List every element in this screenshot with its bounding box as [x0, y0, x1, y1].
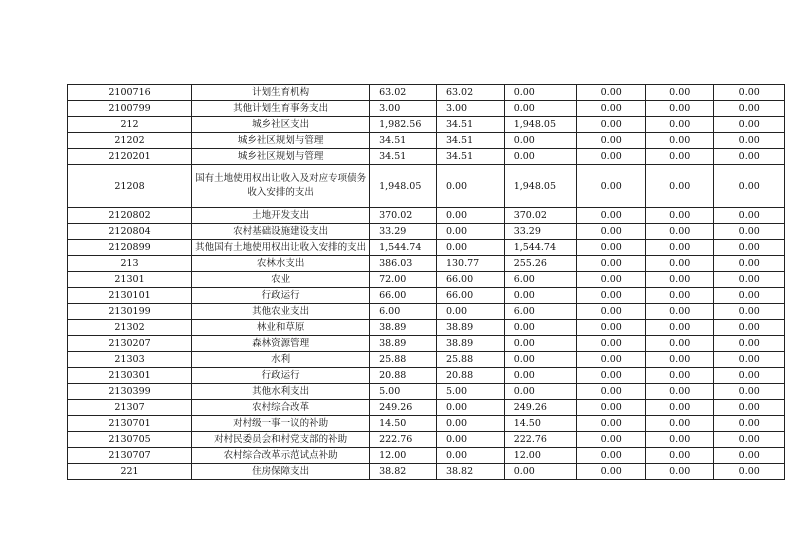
table-row [68, 288, 785, 304]
amount-cell: 0.00 [645, 101, 714, 117]
table-row [68, 368, 785, 384]
subject-name-cell: 计划生育机构 [192, 85, 370, 101]
subject-code-cell: 2100799 [68, 101, 192, 117]
amount-cell: 0.00 [577, 416, 646, 432]
amount-cell: 0.00 [577, 384, 646, 400]
subject-code-cell: 2130701 [68, 416, 192, 432]
amount-cell: 0.00 [577, 149, 646, 165]
amount-cell: 0.00 [645, 272, 714, 288]
amount-cell: 0.00 [714, 165, 785, 208]
project-expenditure-cell: 6.00 [504, 304, 577, 320]
table-row [68, 85, 785, 101]
subject-name-cell: 城乡社区规划与管理 [192, 149, 370, 165]
amount-cell: 0.00 [577, 256, 646, 272]
table-row [68, 416, 785, 432]
project-expenditure-cell: 0.00 [504, 133, 577, 149]
table-row [68, 432, 785, 448]
amount-cell: 0.00 [645, 432, 714, 448]
basic-expenditure-cell: 63.02 [436, 85, 504, 101]
basic-expenditure-cell: 38.89 [436, 336, 504, 352]
table-row [68, 165, 785, 208]
table-row [68, 336, 785, 352]
project-expenditure-cell: 1,948.05 [504, 117, 577, 133]
subject-code-cell: 21202 [68, 133, 192, 149]
subject-code-cell: 2100716 [68, 85, 192, 101]
amount-cell: 0.00 [577, 288, 646, 304]
subject-name-cell: 森林资源管理 [192, 336, 370, 352]
table-row [68, 384, 785, 400]
amount-cell: 0.00 [714, 336, 785, 352]
subject-code-cell: 2130399 [68, 384, 192, 400]
total-cell: 25.88 [370, 352, 437, 368]
project-expenditure-cell: 6.00 [504, 272, 577, 288]
subject-name-cell: 行政运行 [192, 288, 370, 304]
subject-name-cell: 对村级一事一议的补助 [192, 416, 370, 432]
amount-cell: 0.00 [577, 224, 646, 240]
table-row [68, 224, 785, 240]
basic-expenditure-cell: 0.00 [436, 165, 504, 208]
expenditure-table [67, 84, 785, 480]
amount-cell: 0.00 [714, 224, 785, 240]
subject-name-cell: 农业 [192, 272, 370, 288]
subject-name-cell: 其他水利支出 [192, 384, 370, 400]
amount-cell: 0.00 [714, 240, 785, 256]
table-body [68, 85, 785, 480]
subject-name-cell: 农村基础设施建设支出 [192, 224, 370, 240]
amount-cell: 0.00 [714, 400, 785, 416]
project-expenditure-cell: 0.00 [504, 149, 577, 165]
subject-name-cell: 对村民委员会和村党支部的补助 [192, 432, 370, 448]
basic-expenditure-cell: 34.51 [436, 133, 504, 149]
basic-expenditure-cell: 0.00 [436, 432, 504, 448]
amount-cell: 0.00 [714, 256, 785, 272]
amount-cell: 0.00 [577, 208, 646, 224]
table-row [68, 304, 785, 320]
basic-expenditure-cell: 0.00 [436, 448, 504, 464]
subject-code-cell: 21307 [68, 400, 192, 416]
amount-cell: 0.00 [645, 240, 714, 256]
subject-code-cell: 2130199 [68, 304, 192, 320]
basic-expenditure-cell: 130.77 [436, 256, 504, 272]
table-row [68, 117, 785, 133]
amount-cell: 0.00 [714, 448, 785, 464]
subject-name-cell: 住房保障支出 [192, 464, 370, 480]
amount-cell: 0.00 [714, 272, 785, 288]
project-expenditure-cell: 0.00 [504, 384, 577, 400]
amount-cell: 0.00 [714, 149, 785, 165]
subject-code-cell: 2130707 [68, 448, 192, 464]
subject-name-cell: 其他国有土地使用权出让收入安排的支出 [192, 240, 370, 256]
subject-code-cell: 21301 [68, 272, 192, 288]
subject-name-cell: 城乡社区规划与管理 [192, 133, 370, 149]
total-cell: 6.00 [370, 304, 437, 320]
amount-cell: 0.00 [645, 165, 714, 208]
amount-cell: 0.00 [577, 400, 646, 416]
subject-code-cell: 2130101 [68, 288, 192, 304]
amount-cell: 0.00 [577, 336, 646, 352]
subject-code-cell: 221 [68, 464, 192, 480]
total-cell: 38.89 [370, 336, 437, 352]
amount-cell: 0.00 [577, 320, 646, 336]
project-expenditure-cell: 0.00 [504, 101, 577, 117]
project-expenditure-cell: 0.00 [504, 368, 577, 384]
amount-cell: 0.00 [645, 133, 714, 149]
amount-cell: 0.00 [714, 101, 785, 117]
subject-code-cell: 2130705 [68, 432, 192, 448]
basic-expenditure-cell: 20.88 [436, 368, 504, 384]
total-cell: 63.02 [370, 85, 437, 101]
amount-cell: 0.00 [714, 432, 785, 448]
project-expenditure-cell: 370.02 [504, 208, 577, 224]
amount-cell: 0.00 [577, 352, 646, 368]
amount-cell: 0.00 [645, 336, 714, 352]
table-row [68, 464, 785, 480]
amount-cell: 0.00 [577, 101, 646, 117]
amount-cell: 0.00 [577, 432, 646, 448]
project-expenditure-cell: 0.00 [504, 288, 577, 304]
subject-name-cell: 农村综合改革 [192, 400, 370, 416]
total-cell: 249.26 [370, 400, 437, 416]
amount-cell: 0.00 [577, 133, 646, 149]
amount-cell: 0.00 [577, 304, 646, 320]
table-row [68, 208, 785, 224]
subject-code-cell: 2120804 [68, 224, 192, 240]
total-cell: 1,544.74 [370, 240, 437, 256]
amount-cell: 0.00 [714, 208, 785, 224]
subject-name-cell: 土地开发支出 [192, 208, 370, 224]
project-expenditure-cell: 14.50 [504, 416, 577, 432]
table-row [68, 272, 785, 288]
basic-expenditure-cell: 38.89 [436, 320, 504, 336]
amount-cell: 0.00 [714, 133, 785, 149]
project-expenditure-cell: 33.29 [504, 224, 577, 240]
subject-name-cell: 城乡社区支出 [192, 117, 370, 133]
project-expenditure-cell: 0.00 [504, 336, 577, 352]
amount-cell: 0.00 [645, 304, 714, 320]
basic-expenditure-cell: 0.00 [436, 400, 504, 416]
basic-expenditure-cell: 0.00 [436, 224, 504, 240]
subject-code-cell: 21302 [68, 320, 192, 336]
amount-cell: 0.00 [645, 448, 714, 464]
subject-code-cell: 2130301 [68, 368, 192, 384]
basic-expenditure-cell: 0.00 [436, 416, 504, 432]
table-row [68, 352, 785, 368]
amount-cell: 0.00 [645, 208, 714, 224]
amount-cell: 0.00 [714, 117, 785, 133]
subject-code-cell: 2130207 [68, 336, 192, 352]
amount-cell: 0.00 [645, 320, 714, 336]
total-cell: 72.00 [370, 272, 437, 288]
total-cell: 38.89 [370, 320, 437, 336]
basic-expenditure-cell: 5.00 [436, 384, 504, 400]
total-cell: 1,948.05 [370, 165, 437, 208]
amount-cell: 0.00 [714, 304, 785, 320]
basic-expenditure-cell: 34.51 [436, 117, 504, 133]
amount-cell: 0.00 [714, 288, 785, 304]
amount-cell: 0.00 [645, 224, 714, 240]
subject-name-cell: 农村综合改革示范试点补助 [192, 448, 370, 464]
amount-cell: 0.00 [714, 352, 785, 368]
subject-name-cell: 行政运行 [192, 368, 370, 384]
project-expenditure-cell: 1,544.74 [504, 240, 577, 256]
subject-name-cell: 农林水支出 [192, 256, 370, 272]
amount-cell: 0.00 [714, 416, 785, 432]
table-row [68, 320, 785, 336]
project-expenditure-cell: 249.26 [504, 400, 577, 416]
basic-expenditure-cell: 66.00 [436, 288, 504, 304]
total-cell: 1,982.56 [370, 117, 437, 133]
subject-code-cell: 2120802 [68, 208, 192, 224]
subject-name-cell: 林业和草原 [192, 320, 370, 336]
total-cell: 14.50 [370, 416, 437, 432]
amount-cell: 0.00 [577, 448, 646, 464]
amount-cell: 0.00 [577, 368, 646, 384]
total-cell: 33.29 [370, 224, 437, 240]
amount-cell: 0.00 [714, 384, 785, 400]
table-row [68, 256, 785, 272]
project-expenditure-cell: 12.00 [504, 448, 577, 464]
subject-name-cell: 其他农业支出 [192, 304, 370, 320]
project-expenditure-cell: 0.00 [504, 320, 577, 336]
table-row [68, 101, 785, 117]
basic-expenditure-cell: 0.00 [436, 240, 504, 256]
project-expenditure-cell: 0.00 [504, 85, 577, 101]
table-row [68, 149, 785, 165]
table-row [68, 240, 785, 256]
subject-code-cell: 212 [68, 117, 192, 133]
amount-cell: 0.00 [645, 149, 714, 165]
subject-code-cell: 213 [68, 256, 192, 272]
amount-cell: 0.00 [577, 117, 646, 133]
amount-cell: 0.00 [645, 117, 714, 133]
basic-expenditure-cell: 34.51 [436, 149, 504, 165]
subject-code-cell: 2120201 [68, 149, 192, 165]
table-row [68, 400, 785, 416]
total-cell: 34.51 [370, 133, 437, 149]
total-cell: 38.82 [370, 464, 437, 480]
amount-cell: 0.00 [645, 256, 714, 272]
total-cell: 20.88 [370, 368, 437, 384]
total-cell: 66.00 [370, 288, 437, 304]
amount-cell: 0.00 [645, 464, 714, 480]
table-row [68, 448, 785, 464]
project-expenditure-cell: 0.00 [504, 464, 577, 480]
amount-cell: 0.00 [645, 400, 714, 416]
amount-cell: 0.00 [577, 272, 646, 288]
subject-code-cell: 21303 [68, 352, 192, 368]
total-cell: 3.00 [370, 101, 437, 117]
amount-cell: 0.00 [645, 85, 714, 101]
basic-expenditure-cell: 38.82 [436, 464, 504, 480]
amount-cell: 0.00 [645, 368, 714, 384]
amount-cell: 0.00 [714, 368, 785, 384]
amount-cell: 0.00 [577, 464, 646, 480]
basic-expenditure-cell: 0.00 [436, 304, 504, 320]
total-cell: 370.02 [370, 208, 437, 224]
amount-cell: 0.00 [645, 384, 714, 400]
amount-cell: 0.00 [645, 352, 714, 368]
amount-cell: 0.00 [714, 320, 785, 336]
basic-expenditure-cell: 25.88 [436, 352, 504, 368]
amount-cell: 0.00 [645, 416, 714, 432]
total-cell: 222.76 [370, 432, 437, 448]
subject-code-cell: 21208 [68, 165, 192, 208]
project-expenditure-cell: 222.76 [504, 432, 577, 448]
basic-expenditure-cell: 3.00 [436, 101, 504, 117]
project-expenditure-cell: 255.26 [504, 256, 577, 272]
table-row [68, 133, 785, 149]
project-expenditure-cell: 1,948.05 [504, 165, 577, 208]
project-expenditure-cell: 0.00 [504, 352, 577, 368]
subject-code-cell: 2120899 [68, 240, 192, 256]
total-cell: 386.03 [370, 256, 437, 272]
amount-cell: 0.00 [577, 85, 646, 101]
amount-cell: 0.00 [577, 165, 646, 208]
amount-cell: 0.00 [645, 288, 714, 304]
total-cell: 34.51 [370, 149, 437, 165]
basic-expenditure-cell: 0.00 [436, 208, 504, 224]
amount-cell: 0.00 [577, 240, 646, 256]
subject-name-cell: 水利 [192, 352, 370, 368]
amount-cell: 0.00 [714, 464, 785, 480]
basic-expenditure-cell: 66.00 [436, 272, 504, 288]
subject-name-cell: 国有土地使用权出让收入及对应专项债务收入安排的支出 [192, 165, 370, 208]
amount-cell: 0.00 [714, 85, 785, 101]
subject-name-cell: 其他计划生育事务支出 [192, 101, 370, 117]
total-cell: 12.00 [370, 448, 437, 464]
total-cell: 5.00 [370, 384, 437, 400]
